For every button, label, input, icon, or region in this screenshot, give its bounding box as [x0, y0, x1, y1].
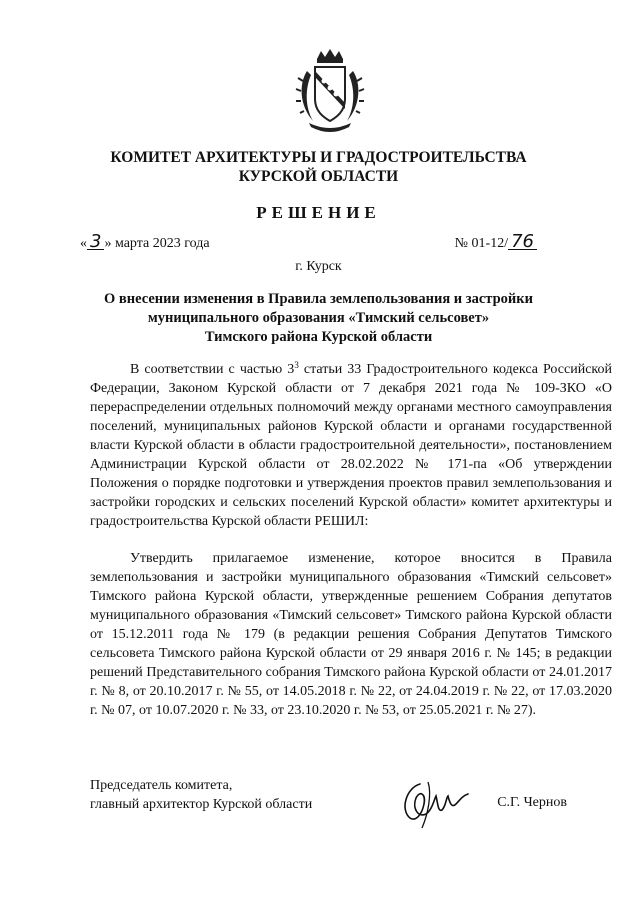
signatory-role-line-1: Председатель комитета,: [90, 778, 233, 793]
document-subject: [0, 290, 637, 347]
preamble-rest: статьи 33 Градостроительного кодекса Российской Федерации, Законом Курской области от 7 декабря 2021 года № 109-ЗКО «О перераспределении отдельных полномочий между органами местного самоуправления поселений, муниципальных районов Курской области и органами государственной власти Курской области в области градостроительной деятельности», постановлением Администрации Курской области от 28.02.2022 № 171-па «Об утверждении Положения о порядке подготовки и утверждения проектов правил землепользования и застройки городских и сельских поселений Курской области» комитет архитектуры и градостроительства Курской области РЕШИЛ:: [90, 362, 612, 529]
handwritten-signature-icon: [398, 774, 478, 834]
subject-line-2: муниципального образования «Тимский сельсовет»: [147, 310, 490, 326]
subject-line-3: Тимского района Курской области: [204, 329, 433, 345]
signatory-role-line-2: главный архитектор Курской области: [90, 797, 313, 812]
organization-name: [0, 148, 637, 186]
subject-line-1: О внесении изменения в Правила землепользования и застройки: [104, 291, 533, 307]
document-date: [80, 231, 210, 252]
document-type: РЕШЕНИЕ: [256, 203, 381, 222]
preamble-paragraph: [90, 356, 612, 531]
decision-paragraph: Утвердить прилагаемое изменение, которое вносится в Правила землепользования и застройки муниципального образования «Тимский сельсовет» Тимского района Курской области, утвержденные решением Собрания депутатов муниципального образования «Тимский сельсовет» Тимского района Курской области от 15.12.2011 года № 179 (в редакции решения Собрания Депутатов Тимского сельсовета Тимского района Курской области от 29 января 2016 г. № 145; в редакции решений Представительного собрания Тимского района Курской области от 24.01.2017 г. № 8, от 20.10.2017 г. № 55, от 14.05.2018 г. № 22, от 24.04.2019 г. № 22, от 17.03.2020 г. № 07, от 10.07.2020 г. № 33, от 23.10.2020 г. № 53, от 25.05.2021 г. № 27).: [90, 551, 612, 718]
preamble-start: В соответствии с частью 3: [130, 362, 295, 377]
superscript: 3: [294, 360, 299, 370]
date-rest: » марта 2023 года: [104, 236, 210, 251]
number-handwritten: 76: [508, 235, 537, 250]
coat-of-arms-icon: [295, 47, 365, 133]
signatory-name: С.Г. Чернов: [497, 795, 567, 810]
date-day-handwritten: 3: [87, 235, 104, 250]
document-number: [454, 231, 537, 252]
organization-line-2: КУРСКОЙ ОБЛАСТИ: [238, 168, 399, 185]
date-open-quote: «: [80, 236, 87, 251]
signatory-role: [90, 776, 312, 814]
city: г. Курск: [295, 259, 342, 274]
number-prefix: № 01-12/: [454, 236, 509, 251]
organization-line-1: КОМИТЕТ АРХИТЕКТУРЫ И ГРАДОСТРОИТЕЛЬСТВА: [110, 149, 527, 166]
